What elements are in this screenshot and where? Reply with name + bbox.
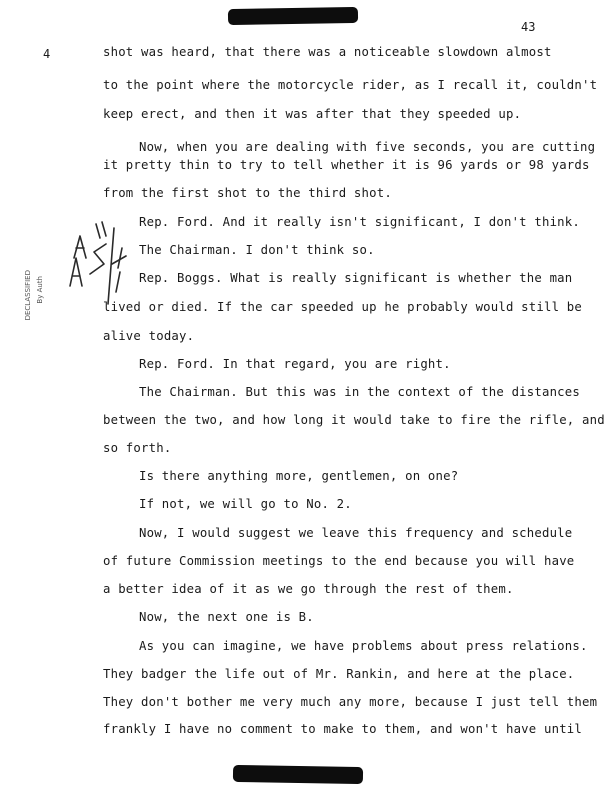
stamp-line-by: By Auth (36, 276, 44, 304)
text-line: of future Commission meetings to the end because you will have (103, 554, 575, 568)
text-line: They badger the life out of Mr. Rankin, and here at the place. (103, 667, 575, 681)
text-line: Now, when you are dealing with five seconds, you are cutting (139, 140, 596, 154)
text-line: between the two, and how long it would take to fire the rifle, and (103, 413, 605, 427)
redaction-bar-top (228, 7, 358, 25)
redaction-bar-bottom (233, 765, 363, 784)
text-line: alive today. (103, 329, 195, 343)
stamp-line-declassified: DECLASSIFIED (24, 270, 32, 321)
page-number: 43 (521, 20, 536, 34)
text-line: Now, the next one is B. (139, 610, 314, 624)
text-line: The Chairman. I don't think so. (139, 243, 375, 257)
text-line: it pretty thin to try to tell whether it is 96 yards or 98 yards (103, 158, 590, 172)
text-line: Rep. Ford. And it really isn't significant, I don't think. (139, 215, 580, 229)
text-line: shot was heard, that there was a noticeable slowdown almost (103, 45, 552, 59)
text-line: frankly I have no comment to make to them, and won't have until (103, 722, 583, 736)
text-line: to the point where the motorcycle rider, as I recall it, couldn't (103, 78, 598, 92)
text-line: from the first shot to the third shot. (103, 186, 392, 200)
text-line: Rep. Ford. In that regard, you are right. (139, 357, 451, 371)
text-line: Is there anything more, gentlemen, on one? (139, 469, 459, 483)
text-line: The Chairman. But this was in the context of the distances (139, 385, 580, 399)
text-line: If not, we will go to No. 2. (139, 497, 352, 511)
text-line: a better idea of it as we go through the rest of them. (103, 582, 514, 596)
text-line: They don't bother me very much any more, because I just tell them (103, 695, 598, 709)
text-line: so forth. (103, 441, 172, 455)
text-line: lived or died. If the car speeded up he probably would still be (103, 300, 583, 314)
margin-number: 4 (43, 47, 51, 61)
text-line: keep erect, and then it was after that they speeded up. (103, 107, 522, 121)
text-line: Now, I would suggest we leave this frequency and schedule (139, 526, 573, 540)
text-line: As you can imagine, we have problems about press relations. (139, 639, 588, 653)
text-line: Rep. Boggs. What is really significant is whether the man (139, 271, 573, 285)
